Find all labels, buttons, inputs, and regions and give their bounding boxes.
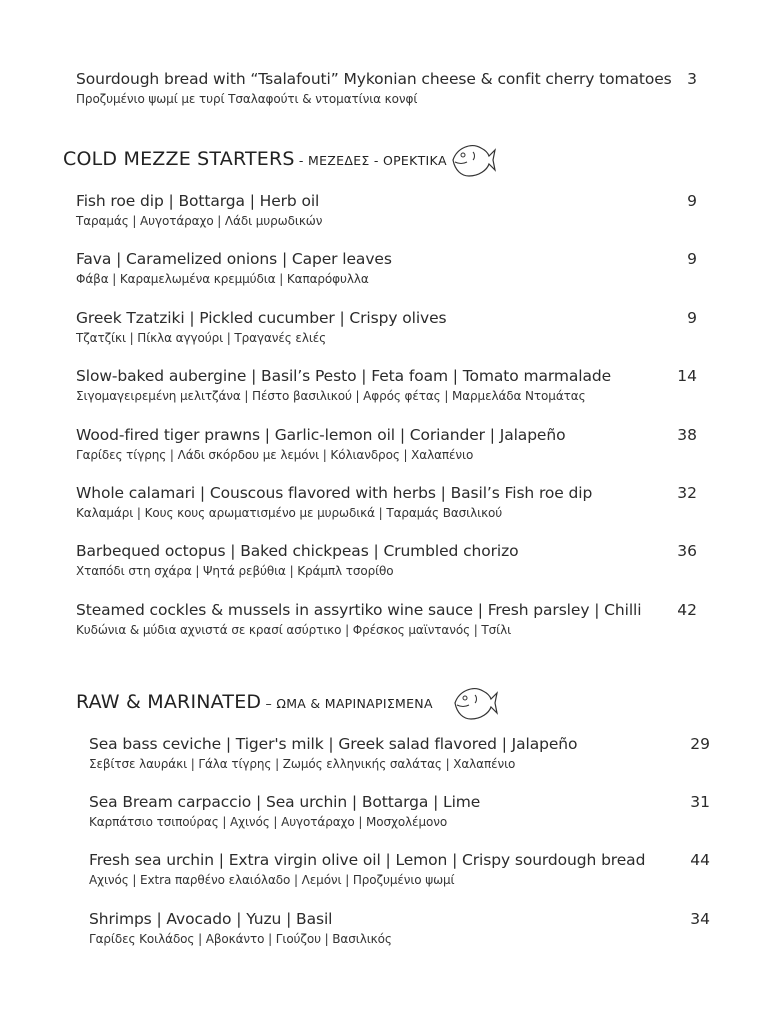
item-name-gr: Σεβίτσε λαυράκι | Γάλα τίγρης | Ζωμός ελληνικής σαλάτας | Χαλαπένιο — [89, 757, 516, 771]
menu-item — [76, 191, 322, 230]
item-price: 38 — [677, 426, 697, 444]
menu-item — [89, 850, 645, 889]
menu-item — [89, 792, 480, 831]
item-price: 31 — [690, 793, 710, 811]
section-title: RAW & MARINATED — [76, 691, 262, 713]
item-price: 29 — [690, 735, 710, 753]
item-name-en: Whole calamari | Couscous flavored with herbs | Basil’s Fish roe dip — [76, 484, 593, 502]
section-heading — [63, 148, 447, 170]
item-price: 36 — [677, 542, 697, 560]
item-name-gr: Ταραμάς | Αυγοτάραχο | Λάδι μυρωδικών — [76, 214, 323, 228]
item-price: 34 — [690, 910, 710, 928]
item-name-gr: Φάβα | Καραμελωμένα κρεμμύδια | Καπαρόφυλλα — [76, 272, 369, 286]
menu-item — [76, 69, 672, 108]
item-price: 14 — [677, 367, 697, 385]
item-name-gr: Κυδώνια & μύδια αχνιστά σε κρασί ασύρτικο | Φρέσκος μαϊντανός | Τσίλι — [76, 623, 512, 637]
item-name-gr: Χταπόδι στη σχάρα | Ψητά ρεβύθια | Κράμπλ τσορίθο — [76, 564, 394, 578]
item-name-gr: Καρπάτσιο τσιπούρας | Αχινός | Αυγοτάραχο | Μοσχολέμονο — [89, 815, 448, 829]
item-name-en: Slow-baked aubergine | Basil’s Pesto | Feta foam | Tomato marmalade — [76, 367, 612, 385]
item-name-en: Sea bass ceviche | Tiger's milk | Greek salad flavored | Jalapeño — [89, 735, 578, 753]
menu-item — [89, 734, 577, 773]
fish-icon — [453, 683, 499, 723]
item-name-en: Sea Bream carpaccio | Sea urchin | Bottarga | Lime — [89, 793, 481, 811]
item-name-en: Fish roe dip | Bottarga | Herb oil — [76, 192, 320, 210]
item-name-gr: Τζατζίκι | Πίκλα αγγούρι | Τραγανές ελιές — [76, 331, 327, 345]
menu-item — [89, 909, 392, 948]
menu-item — [76, 600, 641, 639]
item-price: 32 — [677, 484, 697, 502]
fish-icon — [451, 140, 497, 180]
menu-item — [76, 366, 611, 405]
item-name-en: Shrimps | Avocado | Yuzu | Basil — [89, 910, 333, 928]
menu-item — [76, 483, 592, 522]
menu-item — [76, 249, 392, 288]
section-title: COLD MEZZE STARTERS — [63, 148, 295, 170]
item-price: 42 — [677, 601, 697, 619]
menu-item — [76, 541, 519, 580]
item-name-gr: Καλαμάρι | Κους κους αρωματισμένο με μυρωδικά | Ταραμάς Βασιλικού — [76, 506, 503, 520]
section-heading — [76, 691, 433, 713]
item-name-gr: Γαρίδες τίγρης | Λάδι σκόρδου με λεμόνι | Κόλιανδρος | Χαλαπένιο — [76, 448, 474, 462]
item-name-en: Fava | Caramelized onions | Caper leaves — [76, 250, 392, 268]
item-price: 9 — [687, 250, 697, 268]
item-price: 9 — [687, 192, 697, 210]
section-subtitle: - ΜΕΖΕΔΕΣ - ΟΡΕΚΤΙΚΑ — [294, 153, 447, 168]
item-name-gr: Σιγομαγειρεμένη μελιτζάνα | Πέστο βασιλικού | Αφρός φέτας | Μαρμελάδα Ντομάτας — [76, 389, 586, 403]
item-name-gr: Προζυμένιο ψωμί με τυρί Τσαλαφούτι & ντοματίνια κονφί — [76, 92, 418, 106]
section-subtitle: – ΩΜΑ & ΜΑΡΙΝΑΡΙΣΜΕΝΑ — [261, 696, 433, 711]
item-price: 3 — [687, 70, 697, 88]
menu-item — [76, 425, 565, 464]
item-price: 9 — [687, 309, 697, 327]
item-name-gr: Αχινός | Extra παρθένο ελαιόλαδο | Λεμόνι | Προζυμένιο ψωμί — [89, 873, 455, 887]
item-price: 44 — [690, 851, 710, 869]
item-name-en: Barbequed octopus | Baked chickpeas | Crumbled chorizo — [76, 542, 519, 560]
item-name-gr: Γαρίδες Κοιλάδος | Αβοκάντο | Γιούζου | Βασιλικός — [89, 932, 392, 946]
item-name-en: Sourdough bread with “Tsalafouti” Mykonian cheese & confit cherry tomatoes — [76, 70, 672, 88]
item-name-en: Fresh sea urchin | Extra virgin olive oil | Lemon | Crispy sourdough bread — [89, 851, 646, 869]
item-name-en: Steamed cockles & mussels in assyrtiko wine sauce | Fresh parsley | Chilli — [76, 601, 642, 619]
menu-item — [76, 308, 447, 347]
item-name-en: Greek Tzatziki | Pickled cucumber | Crispy olives — [76, 309, 447, 327]
item-name-en: Wood-fired tiger prawns | Garlic-lemon oil | Coriander | Jalapeño — [76, 426, 566, 444]
